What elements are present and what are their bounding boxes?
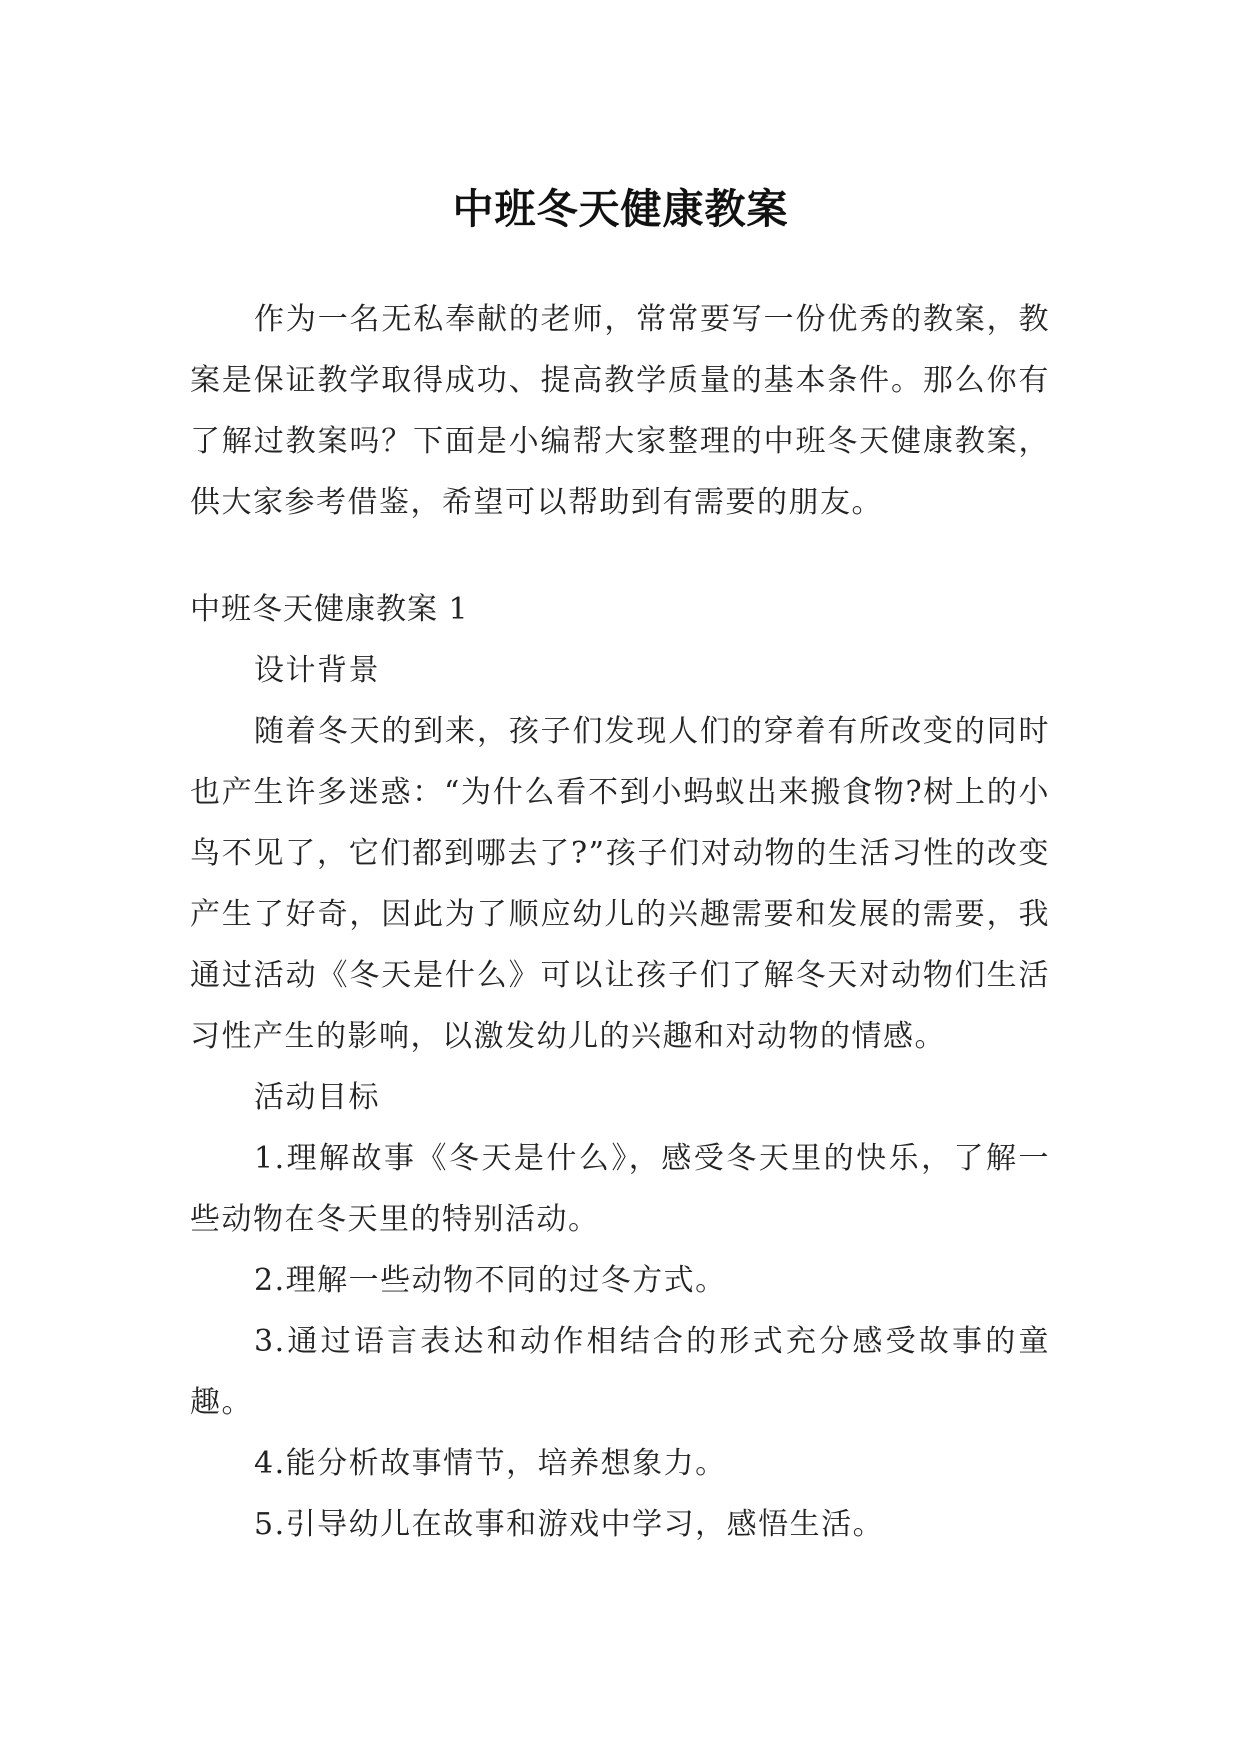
document-body (190, 289, 1050, 1555)
intro-paragraph: 作为一名无私奉献的老师，常常要写一份优秀的教案，教案是保证教学取得成功、提高教学质量的基本条件。那么你有了解过教案吗？下面是小编帮大家整理的中班冬天健康教案，供大家参考借鉴，希望可以帮助到有需要的朋友。 (190, 302, 1050, 520)
goal-item: 2.理解一些动物不同的过冬方式。 (254, 1263, 727, 1298)
goal-item: 1.理解故事《冬天是什么》，感受冬天里的快乐，了解一些动物在冬天里的特别活动。 (190, 1141, 1050, 1237)
section-title: 中班冬天健康教案 1 (190, 592, 469, 627)
goals-heading: 活动目标 (254, 1080, 380, 1115)
document-title: 中班冬天健康教案 (452, 185, 789, 234)
goal-item: 5.引导幼儿在故事和游戏中学习，感悟生活。 (254, 1507, 885, 1542)
background-paragraph: 随着冬天的到来，孩子们发现人们的穿着有所改变的同时也产生许多迷惑：“为什么看不到小蚂蚁出来搬食物?树上的小鸟不见了，它们都到哪去了?”孩子们对动物的生活习性的改变产生了好奇，因此为了顺应幼儿的兴趣需要和发展的需要，我通过活动《冬天是什么》可以让孩子们了解冬天对动物们生活习性产生的影响，以激发幼儿的兴趣和对动物的情感。 (190, 714, 1050, 1054)
goal-item: 3.通过语言表达和动作相结合的形式充分感受故事的童趣。 (190, 1324, 1050, 1420)
background-heading: 设计背景 (254, 653, 380, 688)
goal-item: 4.能分析故事情节，培养想象力。 (254, 1446, 727, 1481)
